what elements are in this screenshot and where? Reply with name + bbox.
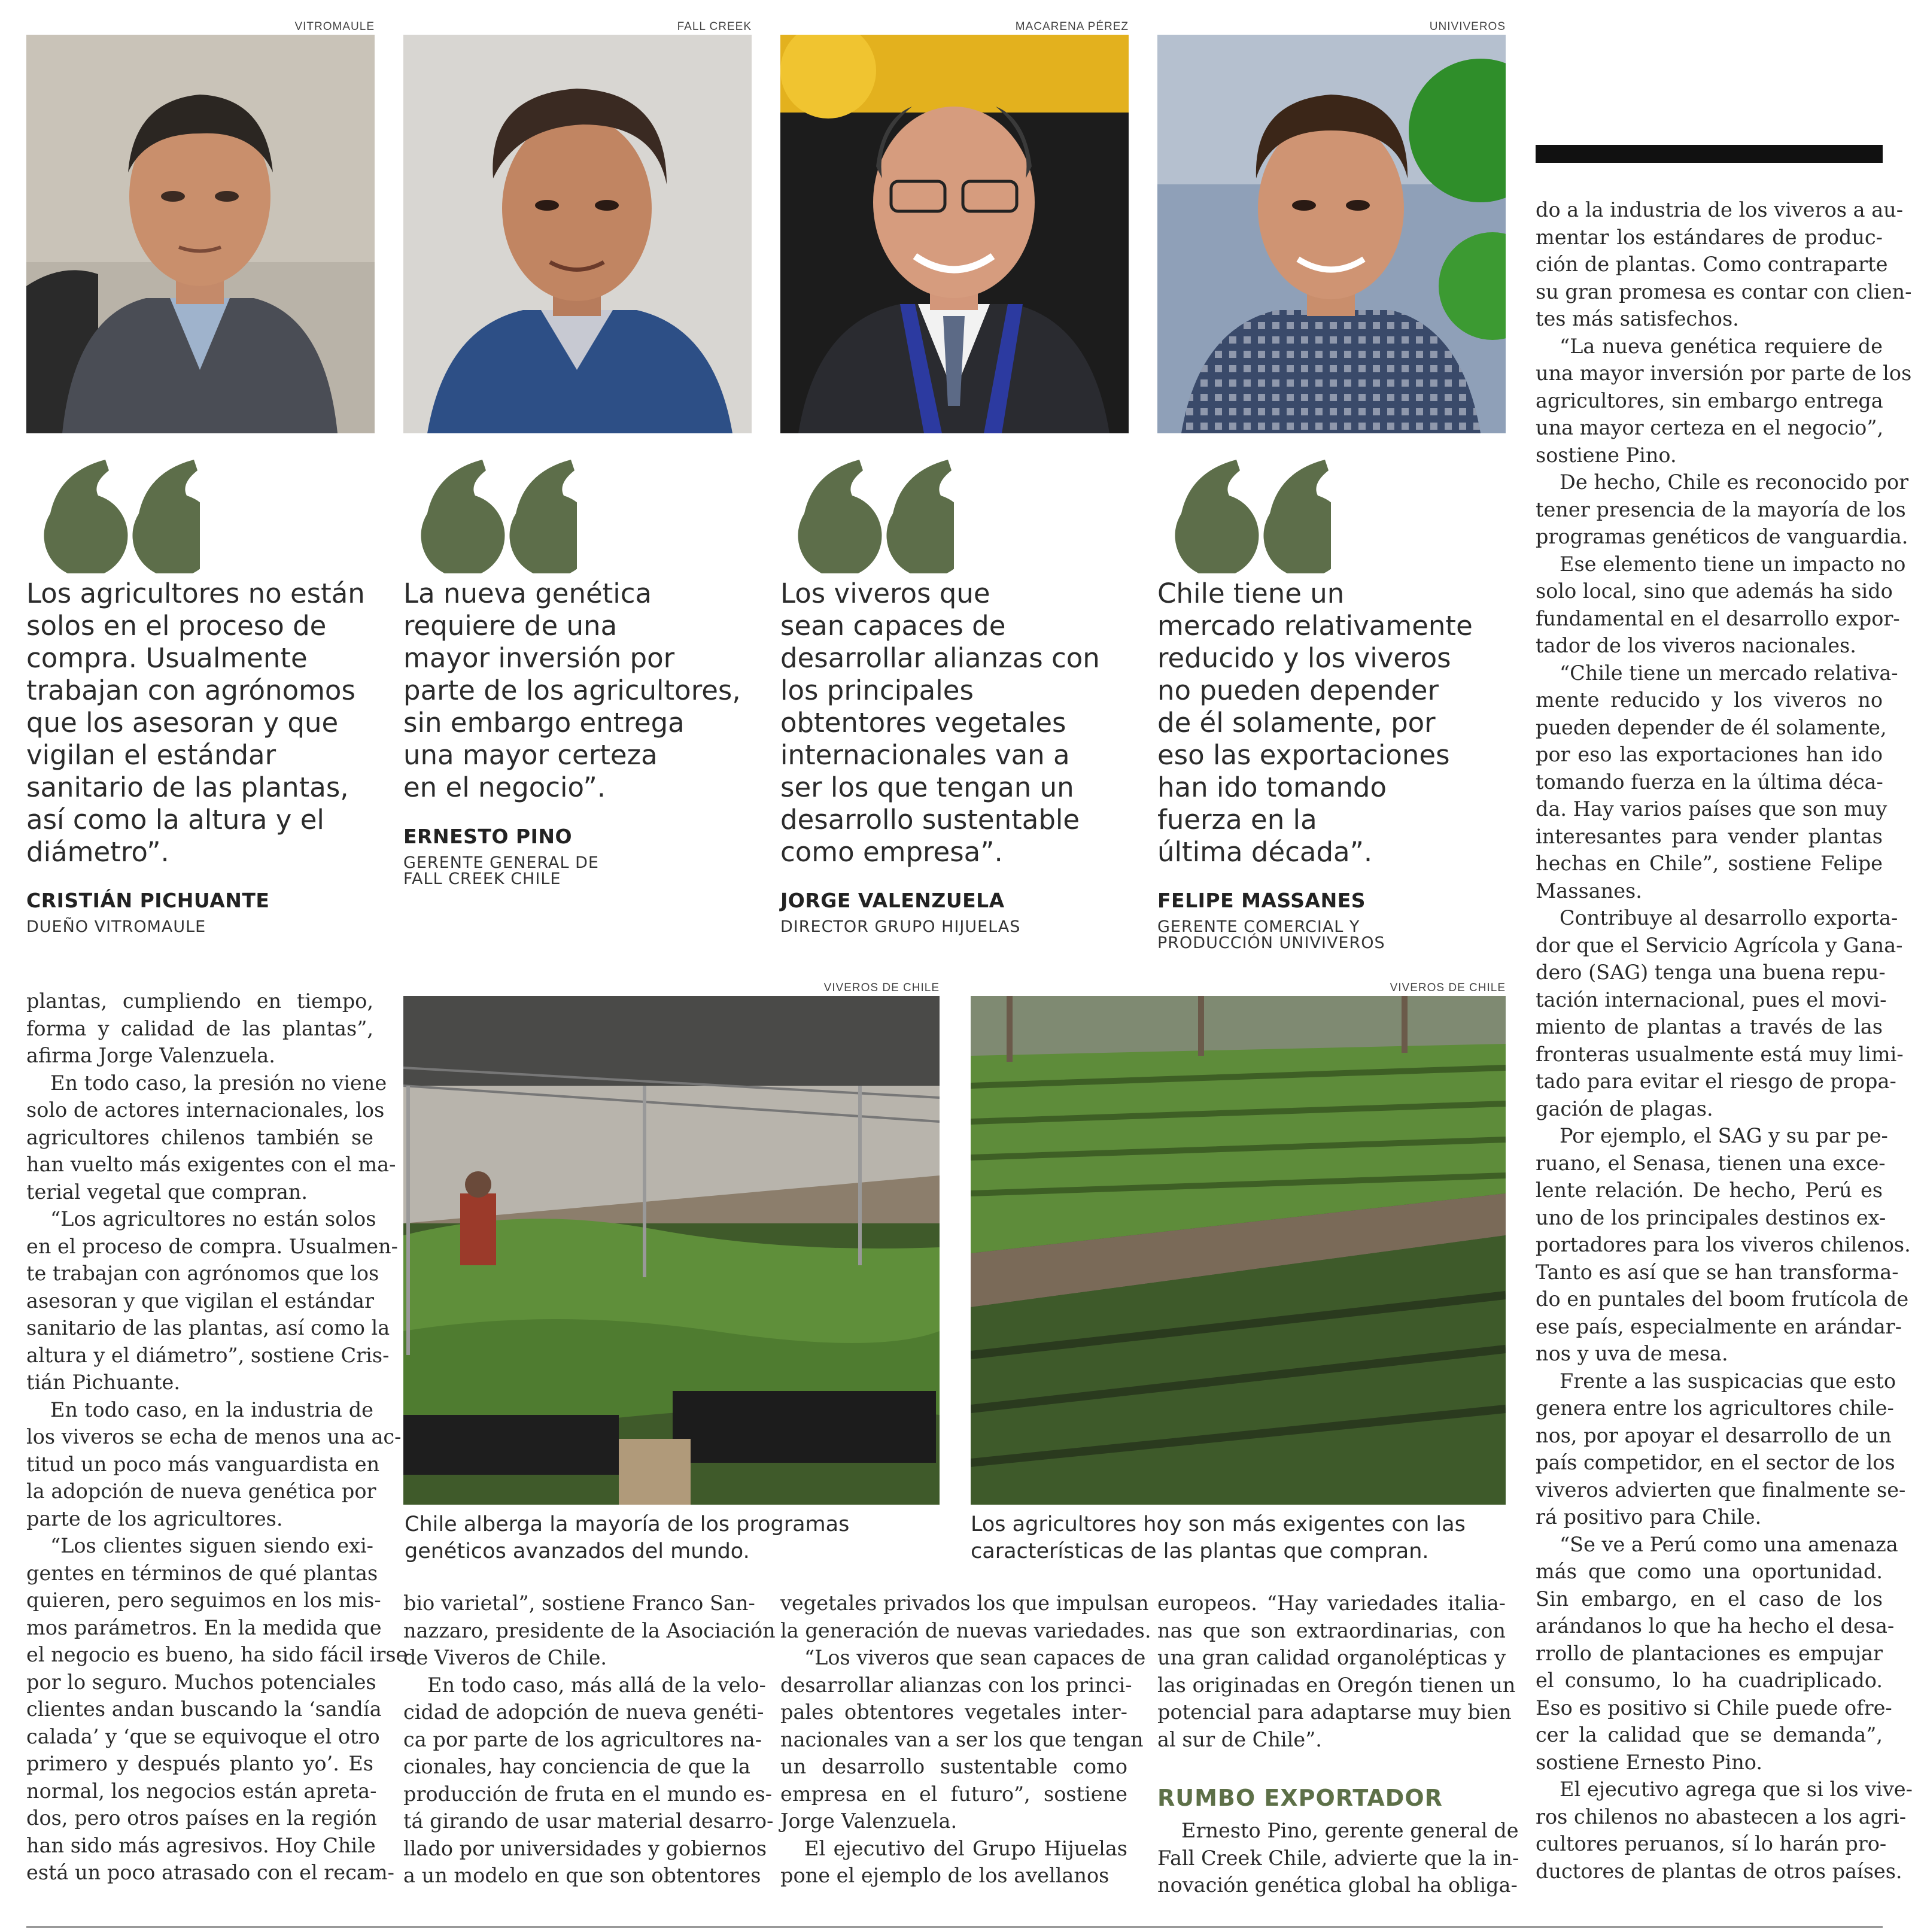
text-line: dos, pero otros países en la región (26, 1806, 377, 1830)
text-line: ductores de plantas de otros países. (1536, 1859, 1902, 1883)
open-quote-icon (1157, 448, 1331, 573)
paragraph (403, 1590, 776, 1672)
caption-line: genéticos avanzados del mundo. (405, 1539, 750, 1563)
paragraph (1536, 1776, 1913, 1885)
quote-author-role (1157, 919, 1516, 951)
text-line: En todo caso, más allá de la velo- (427, 1673, 766, 1697)
quote-line: obtentores vegetales (780, 707, 1066, 739)
role-line: GERENTE COMERCIAL Y (1157, 918, 1360, 936)
photo-caption-greenhouse (405, 1511, 941, 1565)
paragraph (780, 1644, 1146, 1835)
paragraph (1536, 196, 1912, 333)
text-line: En todo caso, la presión no viene (50, 1071, 387, 1095)
text-line: sostiene Ernesto Pino. (1536, 1750, 1763, 1774)
text-line: Fall Creek Chile, advierte que la in- (1157, 1846, 1519, 1870)
quote-line: así como la altura y el (26, 804, 324, 836)
text-line: la generación de nuevas variedades. (780, 1618, 1151, 1642)
text-line: “Los clientes siguen siendo exi- (50, 1534, 373, 1557)
quote-line: trabajan con agrónomos (26, 675, 355, 706)
paragraph (1536, 660, 1898, 905)
article-column-3 (780, 1590, 1151, 1890)
text-line: potencial para adaptarse muy bien (1157, 1700, 1512, 1724)
text-line: “Se ve a Perú como una amenaza (1560, 1532, 1898, 1556)
quote-line: sin embargo entrega (403, 707, 685, 739)
text-line: solo de actores internacionales, los (26, 1098, 385, 1122)
paragraph (1536, 1122, 1911, 1368)
text-line: ros chilenos no abastecen a los agri- (1536, 1805, 1907, 1828)
text-line: “Los viveros que sean capaces de (804, 1646, 1146, 1669)
text-line: por lo seguro. Muchos potenciales (26, 1670, 376, 1694)
text-line: bio varietal”, sostiene Franco San- (403, 1591, 755, 1615)
text-line: cultores peruanos, sí lo harán pro- (1536, 1832, 1887, 1855)
article-column-4-top (1157, 1590, 1516, 1753)
quote-author-name: JORGE VALENZUELA (780, 889, 1005, 912)
text-line: en el proceso de compra. Usualmen- (26, 1234, 398, 1258)
paragraph (1536, 333, 1912, 469)
article-column-left (26, 988, 408, 1887)
pull-quote-text (26, 578, 385, 868)
text-line: llado por universidades y gobiernos (403, 1836, 767, 1860)
role-line: DUEÑO VITROMAULE (26, 918, 206, 936)
article-column-4-bottom (1157, 1817, 1519, 1899)
quote-line: han ido tomando (1157, 771, 1387, 803)
portrait-cristian-pichuante (26, 35, 375, 433)
text-line: interesantes para vender plantas (1536, 824, 1883, 848)
text-line: sanitario de las plantas, así como la (26, 1316, 390, 1339)
text-line: nazzaro, presidente de la Asociación (403, 1618, 776, 1642)
text-line: tián Pichuante. (26, 1371, 181, 1394)
text-line: “La nueva genética requiere de (1560, 334, 1883, 358)
text-line: al sur de Chile”. (1157, 1727, 1322, 1751)
quote-line: La nueva genética (403, 578, 652, 609)
paragraph (26, 1396, 402, 1533)
quote-line: que los asesoran y que (26, 707, 339, 739)
text-line: gentes en términos de qué plantas (26, 1561, 378, 1585)
text-line: da. Hay varios países que son muy (1536, 797, 1887, 821)
text-line: miento de plantas a través de las (1536, 1015, 1883, 1038)
text-line: ese país, especialmente en arándar- (1536, 1314, 1902, 1338)
quote-line: como empresa”. (780, 836, 1003, 868)
text-line: pueden depender de él solamente, (1536, 715, 1887, 739)
text-line: tá girando de usar material desarro- (403, 1809, 774, 1833)
quote-author-role (780, 919, 1139, 935)
paragraph (403, 1672, 774, 1890)
text-line: primero y después planto yo’. Es (26, 1752, 373, 1775)
text-line: En todo caso, en la industria de (50, 1398, 373, 1421)
text-line: mentar los estándares de produc- (1536, 225, 1883, 249)
text-line: novación genética global ha obliga- (1157, 1873, 1518, 1897)
text-line: El ejecutivo agrega que si los vive- (1560, 1778, 1913, 1801)
quote-line: internacionales van a (780, 739, 1070, 771)
portrait-jorge-valenzuela (780, 35, 1129, 433)
role-line: GERENTE GENERAL DE (403, 853, 599, 872)
text-line: un desarrollo sustentable como (780, 1755, 1127, 1778)
text-line: titud un poco más vanguardista en (26, 1452, 380, 1476)
quote-line: desarrollar alianzas con (780, 642, 1100, 674)
text-line: Massanes. (1536, 879, 1642, 903)
text-line: “Los agricultores no están solos (50, 1207, 376, 1231)
quote-line: eso las exportaciones (1157, 739, 1450, 771)
text-line: uno de los principales destinos ex- (1536, 1205, 1886, 1229)
open-quote-icon (26, 448, 200, 573)
caption-line: Chile alberga la mayoría de los programas (405, 1512, 850, 1536)
text-line: tes más satisfechos. (1536, 307, 1739, 330)
paragraph (26, 1532, 408, 1887)
text-line: han vuelto más exigentes con el ma- (26, 1153, 396, 1176)
text-line: Frente a las suspicacias que esto (1560, 1369, 1896, 1393)
greenhouse-photo (403, 996, 940, 1505)
pull-quote-text (1157, 578, 1516, 868)
text-line: plantas, cumpliendo en tiempo, (26, 989, 373, 1013)
text-line: te trabajan con agrónomos que los (26, 1262, 379, 1285)
text-line: vegetales privados los que impulsan (780, 1591, 1149, 1615)
text-line: una mayor inversión por parte de los (1536, 362, 1912, 385)
text-line: nos y uva de mesa. (1536, 1342, 1728, 1365)
text-line: tomando fuerza en la última déca- (1536, 770, 1883, 794)
portrait-felipe-massanes (1157, 35, 1506, 433)
text-line: do en puntales del boom frutícola de (1536, 1287, 1909, 1311)
text-line: arándanos lo que ha hecho el desa- (1536, 1614, 1895, 1638)
text-line: nas que son extraordinarias, con (1157, 1618, 1506, 1642)
quote-line: mercado relativamente (1157, 610, 1473, 642)
text-line: mos parámetros. En la medida que (26, 1615, 382, 1639)
text-line: mente reducido y los viveros no (1536, 688, 1883, 712)
paragraph (26, 988, 373, 1070)
quote-line: vigilan el estándar (26, 739, 276, 771)
text-line: programas genéticos de vanguardia. (1536, 525, 1908, 548)
quote-line: Los viveros que (780, 578, 990, 609)
text-line: parte de los agricultores. (26, 1506, 283, 1530)
paragraph (1536, 1368, 1906, 1531)
text-line: sostiene Pino. (1536, 443, 1677, 467)
quote-line: sean capaces de (780, 610, 1006, 642)
quote-author-name: FELIPE MASSANES (1157, 889, 1366, 912)
text-line: dor que el Servicio Agrícola y Gana- (1536, 933, 1903, 957)
text-line: producción de fruta en el mundo es- (403, 1782, 773, 1806)
text-line: terial vegetal que compran. (26, 1180, 308, 1204)
quote-line: ser los que tengan un (780, 771, 1074, 803)
article-column-right (1536, 196, 1913, 1885)
text-line: Sin embargo, en el caso de los (1536, 1587, 1883, 1611)
text-line: genera entre los agricultores chile- (1536, 1396, 1894, 1420)
photo-caption-field (971, 1511, 1506, 1565)
pull-quote-text (403, 578, 762, 804)
footer-rule (26, 1926, 1883, 1928)
text-line: a un modelo en que son obtentores (403, 1864, 761, 1887)
text-line: Por ejemplo, el SAG y su par pe- (1560, 1124, 1888, 1147)
text-line: su gran promesa es contar con clien- (1536, 280, 1912, 303)
quote-line: desarrollo sustentable (780, 804, 1080, 836)
text-line: Eso es positivo si Chile puede ofre- (1536, 1696, 1892, 1720)
role-line: FALL CREEK CHILE (403, 870, 561, 888)
text-line: los viveros se echa de menos una ac- (26, 1425, 402, 1448)
quote-author-name: CRISTIÁN PICHUANTE (26, 889, 270, 912)
quote-line: los principales (780, 675, 974, 706)
paragraph (1536, 904, 1904, 1122)
text-line: tación internacional, pues el movi- (1536, 988, 1887, 1011)
quote-line: última década”. (1157, 836, 1373, 868)
text-line: está un poco atrasado con el recam- (26, 1861, 394, 1884)
text-line: pales obtentores vegetales inter- (780, 1700, 1127, 1724)
paragraph (780, 1590, 1151, 1644)
text-line: ción de plantas. Como contraparte (1536, 253, 1888, 276)
quote-line: sanitario de las plantas, (26, 771, 349, 803)
quote-author-name: ERNESTO PINO (403, 825, 573, 848)
quote-line: diámetro”. (26, 836, 169, 868)
text-line: nos, por apoyar el desarrollo de un (1536, 1423, 1892, 1447)
text-line: europeos. “Hay variedades italia- (1157, 1591, 1506, 1615)
quote-line: requiere de una (403, 610, 618, 642)
text-line: do a la industria de los viveros a au- (1536, 198, 1904, 221)
text-line: una gran calidad organolépticas y (1157, 1646, 1506, 1669)
quote-line: solos en el proceso de (26, 610, 327, 642)
text-line: afirma Jorge Valenzuela. (26, 1044, 275, 1067)
quote-line: una mayor certeza (403, 739, 658, 771)
text-line: país competidor, en el sector de los (1536, 1451, 1895, 1474)
text-line: forma y calidad de las plantas”, (26, 1016, 373, 1040)
text-line: Jorge Valenzuela. (780, 1809, 957, 1833)
quote-line: parte de los agricultores, (403, 675, 741, 706)
role-line: PRODUCCIÓN UNIVIVEROS (1157, 934, 1385, 952)
text-line: han sido más agresivos. Hoy Chile (26, 1833, 376, 1857)
text-line: portadores para los viveros chilenos. (1536, 1233, 1911, 1256)
text-line: clientes andan buscando la ‘sandía (26, 1697, 382, 1721)
open-quote-icon (403, 448, 577, 573)
open-quote-icon (780, 448, 954, 573)
text-line: tador de los viveros nacionales. (1536, 634, 1856, 657)
quote-line: no pueden depender (1157, 675, 1439, 706)
text-line: rá positivo para Chile. (1536, 1505, 1762, 1529)
article-column-2 (403, 1590, 776, 1890)
text-line: empresa en el futuro”, sostiene (780, 1782, 1127, 1806)
text-line: agricultores chilenos también se (26, 1125, 373, 1149)
text-line: viveros advierten que finalmente se- (1536, 1478, 1906, 1502)
text-line: el consumo, lo ha cuadriplicado. (1536, 1669, 1883, 1692)
text-line: tado para evitar el riesgo de propa- (1536, 1070, 1896, 1093)
text-line: ruano, el Senasa, tienen una exce- (1536, 1151, 1886, 1175)
photo-credit-3: MACARENA PÉREZ (1015, 20, 1129, 33)
pull-quote-text (780, 578, 1139, 868)
text-line: solo local, sino que además ha sido (1536, 579, 1893, 603)
text-line: gación de plagas. (1536, 1096, 1713, 1120)
photo-credit-2: FALL CREEK (677, 20, 752, 33)
quote-line: fuerza en la (1157, 804, 1317, 836)
role-line: DIRECTOR GRUPO HIJUELAS (780, 918, 1021, 936)
section-rule (1536, 145, 1883, 163)
text-line: por eso las exportaciones han ido (1536, 743, 1883, 766)
paragraph (26, 1070, 396, 1206)
caption-line: características de las plantas que compran. (971, 1539, 1429, 1563)
text-line: fronteras usualmente está muy limi- (1536, 1042, 1904, 1066)
quote-line: de él solamente, por (1157, 707, 1436, 739)
text-line: Contribuye al desarrollo exporta- (1560, 906, 1898, 929)
text-line: cionales, hay conciencia de que la (403, 1755, 750, 1778)
text-line: quieren, pero seguimos en los mis- (26, 1588, 381, 1612)
portrait-ernesto-pino (403, 35, 752, 433)
subheading-rumbo-exportador: RUMBO EXPORTADOR (1157, 1785, 1443, 1811)
quote-line: reducido y los viveros (1157, 642, 1451, 674)
quote-line: mayor inversión por (403, 642, 675, 674)
text-line: calada’ y ‘que se equivoque el otro (26, 1724, 380, 1748)
text-line: nacionales van a ser los que tengan (780, 1727, 1144, 1751)
text-line: normal, los negocios están apreta- (26, 1779, 377, 1803)
photo-credit-5: VIVEROS DE CHILE (823, 982, 940, 994)
paragraph (1157, 1590, 1516, 1753)
text-line: dero (SAG) tenga una buena repu- (1536, 961, 1886, 984)
nursery-field-photo (971, 996, 1506, 1505)
quote-author-role (26, 919, 385, 935)
text-line: lente relación. De hecho, Perú es (1536, 1178, 1883, 1202)
text-line: “Chile tiene un mercado relativa- (1560, 661, 1898, 685)
quote-author-role (403, 855, 762, 887)
paragraph (1157, 1817, 1519, 1899)
text-line: de Viveros de Chile. (403, 1646, 607, 1669)
quote-line: Chile tiene un (1157, 578, 1345, 609)
text-line: rrollo de plantaciones es empujar (1536, 1641, 1883, 1665)
text-line: pone el ejemplo de los avellanos (780, 1864, 1110, 1887)
photo-credit-6: VIVEROS DE CHILE (1390, 982, 1506, 994)
text-line: Ernesto Pino, gerente general de (1181, 1819, 1519, 1842)
text-line: El ejecutivo del Grupo Hijuelas (804, 1836, 1127, 1860)
text-line: las originadas en Oregón tienen un (1157, 1673, 1516, 1697)
text-line: Ese elemento tiene un impacto no (1560, 552, 1906, 576)
text-line: Tanto es así que se han transforma- (1536, 1260, 1899, 1284)
text-line: el negocio es bueno, ha sido fácil irse (26, 1643, 408, 1666)
text-line: desarrollar alianzas con los princi- (780, 1673, 1132, 1697)
text-line: cidad de adopción de nueva genéti- (403, 1700, 764, 1724)
text-line: fundamental en el desarrollo expor- (1536, 606, 1900, 630)
paragraph (1536, 1531, 1898, 1776)
text-line: De hecho, Chile es reconocido por (1560, 470, 1909, 494)
photo-credit-1: VITROMAULE (294, 20, 375, 33)
paragraph (780, 1835, 1127, 1890)
text-line: agricultores, sin embargo entrega (1536, 388, 1883, 412)
quote-line: compra. Usualmente (26, 642, 308, 674)
text-line: hechas en Chile”, sostiene Felipe (1536, 852, 1883, 875)
quote-line: en el negocio”. (403, 771, 606, 803)
text-line: cer la calidad que se demanda”, (1536, 1723, 1883, 1746)
text-line: tener presencia de la mayoría de los (1536, 497, 1906, 521)
paragraph (1536, 469, 1909, 551)
paragraph (26, 1205, 398, 1396)
text-line: altura y el diámetro”, sostiene Cris- (26, 1343, 390, 1367)
text-line: más que como una oportunidad. (1536, 1560, 1883, 1583)
caption-line: Los agricultores hoy son más exigentes con las (971, 1512, 1466, 1536)
paragraph (1536, 551, 1906, 660)
text-line: la adopción de nueva genética por (26, 1480, 376, 1503)
text-line: una mayor certeza en el negocio”, (1536, 416, 1884, 439)
text-line: ca por parte de los agricultores na- (403, 1727, 762, 1751)
quote-line: Los agricultores no están (26, 578, 365, 609)
text-line: asesoran y que vigilan el estándar (26, 1289, 374, 1313)
photo-credit-4: UNIVIVEROS (1429, 20, 1506, 33)
